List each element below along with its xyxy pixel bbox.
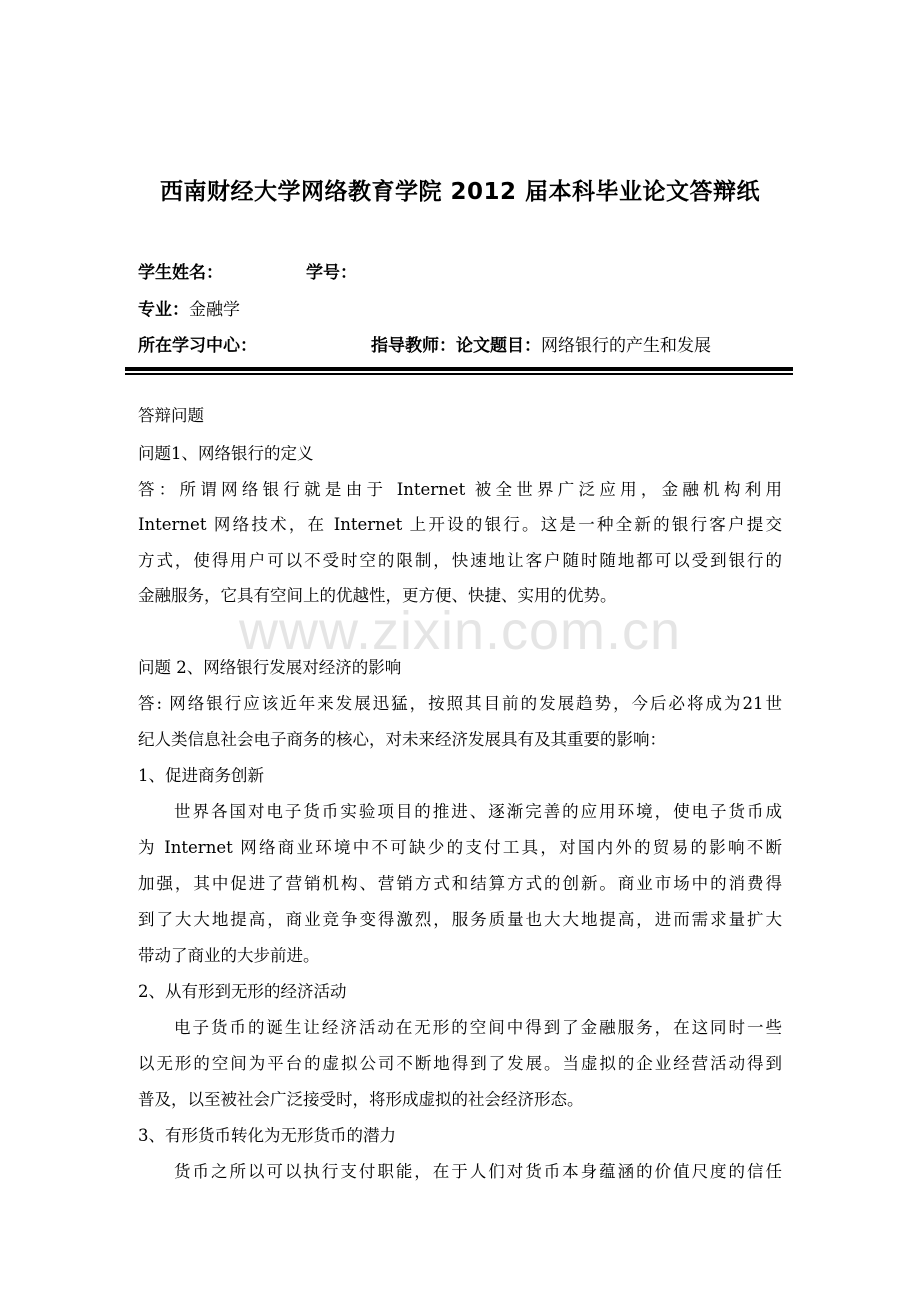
paragraph-line: 为 Internet 网络商业环境中不可缺少的支付工具，对国内外的贸易的影响不断 [138, 838, 782, 857]
paragraph-line: 货币之所以可以执行支付职能，在于人们对货币本身蕴涵的价值尺度的信任 [174, 1162, 782, 1181]
student-id-label: 学号： [306, 263, 357, 283]
paragraph-line: 到了大大地提高，商业竞争变得激烈，服务质量也大大地提高，进而需求量扩大 [138, 910, 782, 929]
advisor-label: 指导教师： [371, 336, 456, 356]
question-heading: 问题 2、网络银行发展对经济的影响 [138, 658, 402, 677]
paragraph-line: 金融服务，它具有空间上的优越性，更方便、快捷、实用的优势。 [138, 586, 617, 605]
paragraph-line: 答: 网络银行应该近年来发展迅猛，按照其目前的发展趋势，今后必将成为21世 [138, 694, 782, 713]
student-id-field [306, 258, 357, 283]
paragraph-line: 普及，以至被社会广泛接受时，将形成虚拟的社会经济形态。 [138, 1090, 584, 1109]
study-center-label: 所在学习中心： [138, 336, 257, 356]
student-name-label: 学生姓名： [138, 263, 223, 283]
header-divider-thick [125, 367, 793, 371]
paragraph-line: 加强，其中促进了营销机构、营销方式和结算方式的创新。商业市场中的消费得 [138, 874, 782, 893]
thesis-title-value: 网络银行的产生和发展 [541, 336, 711, 356]
paragraph-line: 电子货币的诞生让经济活动在无形的空间中得到了金融服务，在这同时一些 [174, 1018, 782, 1037]
question-heading: 问题1、网络银行的定义 [138, 444, 314, 463]
paragraph-line: 带动了商业的大步前进。 [138, 946, 320, 965]
header-divider-thin [125, 373, 793, 375]
watermark: www.zixin.com.cn [238, 601, 682, 661]
advisor-thesis-field [371, 331, 711, 356]
subsection-heading: 2、从有形到无形的经济活动 [138, 982, 347, 1001]
paragraph-line: Internet 网络技术，在 Internet 上开设的银行。这是一种全新的银行客户提交 [138, 515, 782, 534]
thesis-title-label: 论文题目： [456, 336, 541, 356]
paragraph-line: 答：所谓网络银行就是由于 Internet 被全世界广泛应用，金融机构利用 [138, 480, 782, 499]
section-heading: 答辩问题 [138, 406, 204, 425]
study-center-field [138, 331, 257, 356]
paragraph-line: 以无形的空间为平台的虚拟公司不断地得到了发展。当虚拟的企业经营活动得到 [138, 1054, 782, 1073]
paragraph-line: 方式，使得用户可以不受时空的限制，快速地让客户随时随地都可以受到银行的 [138, 551, 782, 570]
major-label: 专业： [138, 300, 189, 320]
major-field [138, 295, 240, 320]
page-title: 西南财经大学网络教育学院 2012 届本科毕业论文答辩纸 [159, 179, 761, 205]
student-name-field [138, 258, 223, 283]
paragraph-line: 纪人类信息社会电子商务的核心，对未来经济发展具有及其重要的影响： [138, 730, 666, 749]
paragraph-line: 世界各国对电子货币实验项目的推进、逐渐完善的应用环境，使电子货币成 [174, 802, 782, 821]
subsection-heading: 1、促进商务创新 [138, 766, 264, 785]
major-value: 金融学 [189, 300, 240, 320]
subsection-heading: 3、有形货币转化为无形货币的潜力 [138, 1126, 396, 1145]
